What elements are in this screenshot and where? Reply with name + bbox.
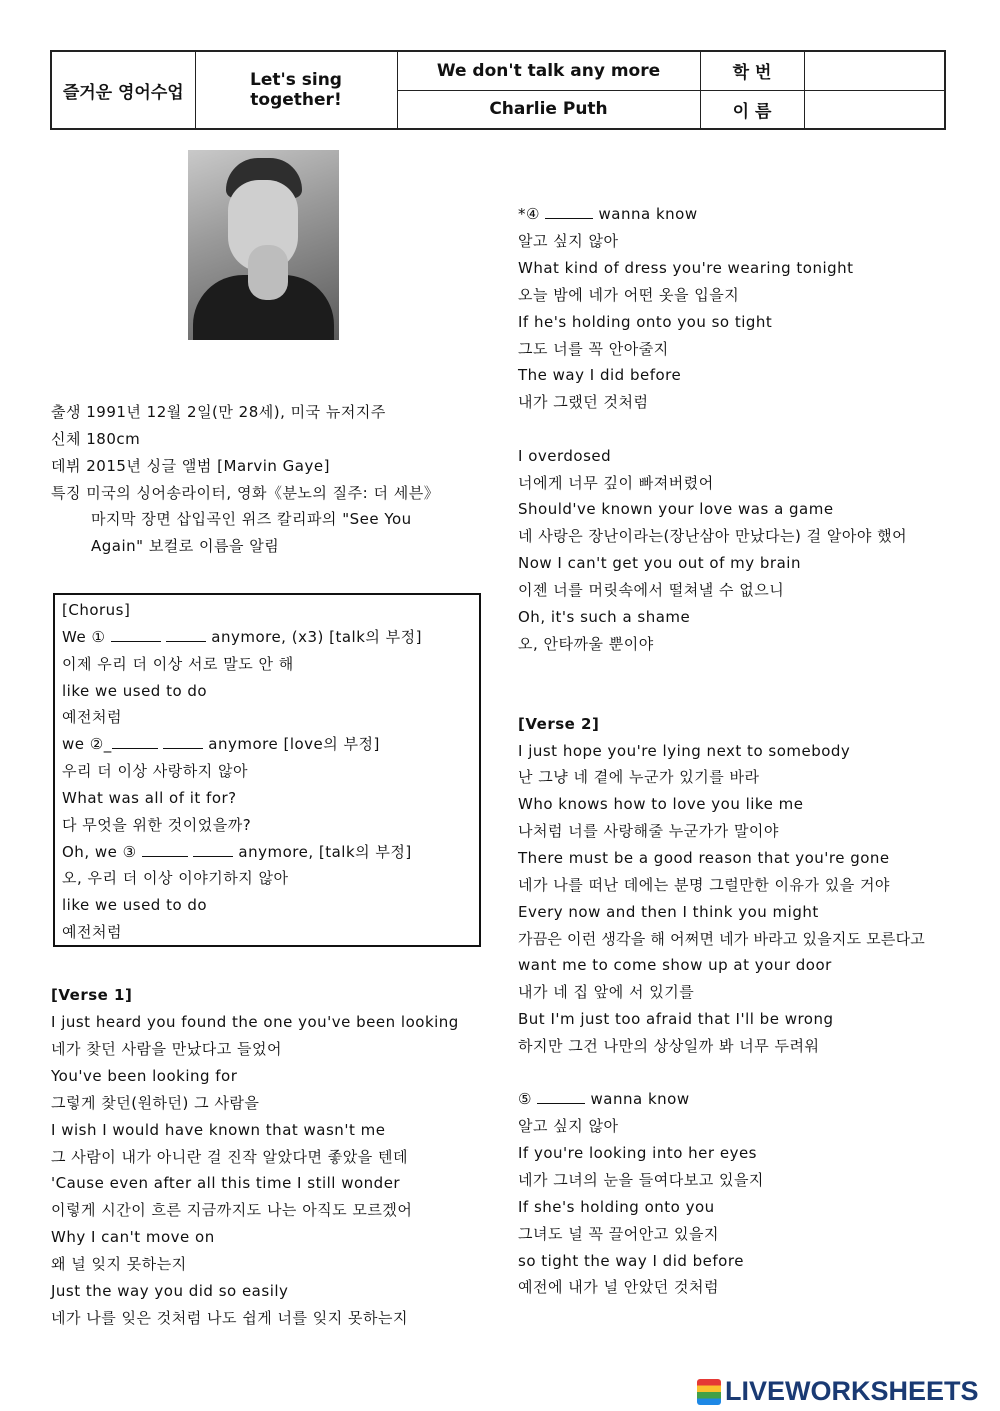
lyric-line: 알고 싶지 않아	[518, 232, 619, 250]
chorus-line-5-pre: we ②_	[62, 735, 112, 753]
name-field[interactable]	[804, 90, 945, 129]
question-4-pre: *④	[518, 205, 540, 223]
lyric-line: 오늘 밤에 네가 어떤 옷을 입을지	[518, 286, 740, 304]
blank-4[interactable]	[545, 204, 593, 219]
student-id-field[interactable]	[804, 51, 945, 90]
blank-1b[interactable]	[166, 627, 206, 642]
question-5-pre: ⑤	[518, 1090, 532, 1108]
profile-features-cont-1: 마지막 장면 삽입곡인 위즈 칼리파의 "See You	[91, 510, 412, 528]
blank-1a[interactable]	[111, 627, 161, 642]
chorus-line-10: 오, 우리 더 이상 이야기하지 않아	[62, 869, 289, 887]
verse2-line: Who knows how to love you like me	[518, 795, 804, 813]
verse1-line: Why I can't move on	[51, 1228, 215, 1246]
chorus-line-1	[62, 627, 422, 647]
lyric-line: What kind of dress you're wearing tonight	[518, 259, 854, 277]
chorus-line-9-pre: Oh, we ③	[62, 843, 137, 861]
profile-height: 신체 180cm	[51, 430, 141, 448]
lyric-line: 알고 싶지 않아	[518, 1117, 619, 1135]
verse2-line: There must be a good reason that you're gone	[518, 849, 890, 867]
verse1-line: 그렇게 찾던(원하던) 그 사람을	[51, 1094, 260, 1112]
lyric-line: 그녀도 널 꼭 끌어안고 있을지	[518, 1225, 719, 1243]
song-title: We don't talk any more	[397, 51, 700, 90]
verse2-line: 네가 나를 떠난 데에는 분명 그럴만한 이유가 있을 거야	[518, 876, 890, 894]
lyric-line: so tight the way I did before	[518, 1252, 744, 1270]
name-label: 이 름	[700, 90, 804, 129]
verse2-line: want me to come show up at your door	[518, 956, 832, 974]
lyric-line: If she's holding onto you	[518, 1198, 715, 1216]
chorus-line-12: 예전처럼	[62, 923, 122, 941]
blank-5[interactable]	[537, 1089, 585, 1104]
theme-line-2: together!	[250, 90, 342, 110]
lyric-line: 그도 너를 꼭 안아줄지	[518, 340, 669, 358]
artist-name: Charlie Puth	[397, 90, 700, 129]
verse2-line: 하지만 그건 나만의 상상일까 봐 너무 두려워	[518, 1037, 820, 1055]
lyric-line: 오, 안타까울 뿐이야	[518, 635, 654, 653]
lyric-line: If you're looking into her eyes	[518, 1144, 757, 1162]
blank-2b[interactable]	[163, 734, 203, 749]
chorus-line-9-post: anymore, [talk의 부정]	[238, 843, 412, 861]
verse2-line: Every now and then I think you might	[518, 903, 819, 921]
verse1-line: You've been looking for	[51, 1067, 238, 1085]
chorus-line-3: like we used to do	[62, 682, 208, 700]
verse1-line: 네가 나를 잊은 것처럼 나도 쉽게 너를 잊지 못하는지	[51, 1309, 408, 1327]
chorus-line-5-post: anymore [love의 부정]	[208, 735, 380, 753]
lyric-line: 네 사랑은 장난이라는(장난삼아 만났다는) 걸 알아야 했어	[518, 527, 908, 545]
class-title: 즐거운 영어수업	[51, 51, 195, 129]
verse2-line: I just hope you're lying next to somebody	[518, 742, 851, 760]
chorus-line-9	[62, 842, 412, 862]
live-icon	[697, 1379, 721, 1405]
worksheet-header	[50, 50, 946, 130]
lyric-line: Oh, it's such a shame	[518, 608, 691, 626]
lyric-line: 네가 그녀의 눈을 들여다보고 있을지	[518, 1171, 764, 1189]
student-id-label: 학 번	[700, 51, 804, 90]
chorus-line-7: What was all of it for?	[62, 789, 237, 807]
lyric-line: I overdosed	[518, 447, 612, 465]
chorus-heading: [Chorus]	[62, 601, 131, 619]
chorus-line-1-post: anymore, (x3) [talk의 부정]	[211, 628, 422, 646]
verse1-line: 그 사람이 내가 아니란 걸 진작 알았다면 좋았을 텐데	[51, 1148, 408, 1166]
verse1-line: Just the way you did so easily	[51, 1282, 289, 1300]
blank-2a[interactable]	[112, 734, 158, 749]
question-5-post: wanna know	[590, 1090, 690, 1108]
lyric-line: 내가 그랬던 것처럼	[518, 393, 649, 411]
profile-features: 특징 미국의 싱어송라이터, 영화《분노의 질주: 더 세븐》	[51, 484, 440, 502]
verse2-line: 가끔은 이런 생각을 해 어쩌면 네가 바라고 있을지도 모른다고	[518, 930, 925, 948]
verse2-heading: [Verse 2]	[518, 715, 600, 733]
chorus-line-1-pre: We ①	[62, 628, 106, 646]
profile-birth: 출생 1991년 12월 2일(만 28세), 미국 뉴저지주	[51, 403, 386, 421]
verse1-heading: [Verse 1]	[51, 986, 133, 1004]
profile-features-cont-2: Again" 보컬로 이름을 알림	[91, 537, 280, 555]
verse2-line: 내가 네 집 앞에 서 있기를	[518, 983, 695, 1001]
lyric-line: Now I can't get you out of my brain	[518, 554, 801, 572]
chorus-line-5	[62, 734, 380, 754]
blank-3a[interactable]	[142, 842, 188, 857]
lyric-line: Should've known your love was a game	[518, 500, 834, 518]
lyric-line: 이젠 너를 머릿속에서 떨쳐낼 수 없으니	[518, 581, 785, 599]
photo-hand	[248, 245, 288, 300]
chorus-line-11: like we used to do	[62, 896, 208, 914]
chorus-line-8: 다 무엇을 위한 것이었을까?	[62, 816, 252, 834]
verse1-line: 왜 널 잊지 못하는지	[51, 1255, 187, 1273]
verse2-line: But I'm just too afraid that I'll be wrong	[518, 1010, 834, 1028]
verse1-line: 이렇게 시간이 흐른 지금까지도 나는 아직도 모르겠어	[51, 1201, 413, 1219]
chorus-line-6: 우리 더 이상 사랑하지 않아	[62, 762, 248, 780]
question-4-post: wanna know	[598, 205, 698, 223]
lyric-line: 예전에 내가 널 안았던 것처럼	[518, 1278, 719, 1296]
verse1-line: I just heard you found the one you've been looking	[51, 1013, 459, 1031]
profile-debut: 데뷔 2015년 싱글 앨범 [Marvin Gaye]	[51, 457, 330, 475]
question-4-line	[518, 204, 698, 224]
verse2-line: 나처럼 너를 사랑해줄 누군가가 말이야	[518, 822, 779, 840]
question-5-line	[518, 1089, 690, 1109]
lyric-line: If he's holding onto you so tight	[518, 313, 773, 331]
lyric-line: 너에게 너무 깊이 빠져버렸어	[518, 474, 714, 492]
verse1-line: 'Cause even after all this time I still wonder	[51, 1174, 401, 1192]
logo-text: LIVEWORKSHEETS	[725, 1376, 979, 1406]
lyric-line: The way I did before	[518, 366, 682, 384]
theme-cell	[195, 51, 397, 129]
theme-line-1: Let's sing	[250, 70, 342, 90]
chorus-line-4: 예전처럼	[62, 708, 122, 726]
liveworksheets-logo[interactable]	[697, 1376, 979, 1406]
artist-photo	[188, 150, 339, 340]
chorus-line-2: 이제 우리 더 이상 서로 말도 안 해	[62, 655, 294, 673]
blank-3b[interactable]	[193, 842, 233, 857]
verse2-line: 난 그냥 네 곁에 누군가 있기를 바라	[518, 768, 760, 786]
verse1-line: I wish I would have known that wasn't me	[51, 1121, 386, 1139]
verse1-line: 네가 찾던 사람을 만났다고 들었어	[51, 1040, 282, 1058]
